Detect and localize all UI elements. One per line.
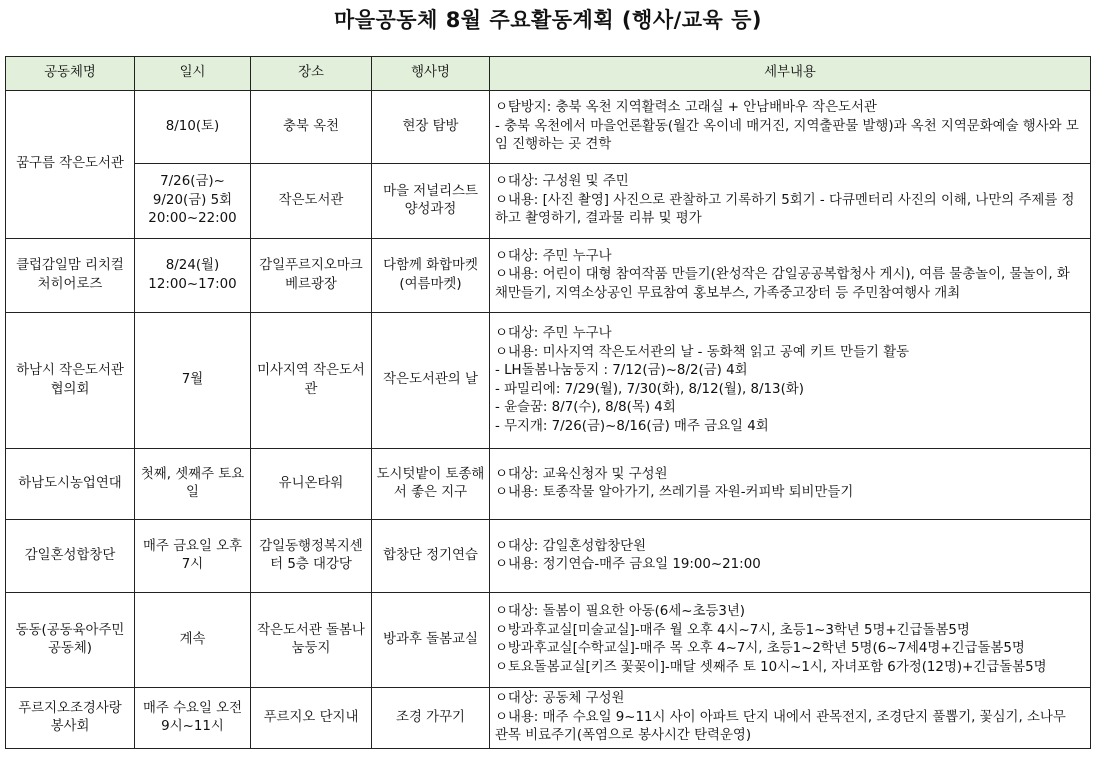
table-row bbox=[6, 688, 1091, 749]
detail-line: ㅇ내용: 토종작물 알아가기, 쓰레기를 자원-커피박 퇴비만들기 bbox=[495, 485, 854, 500]
header-event: 행사명 bbox=[372, 57, 490, 91]
details-cell bbox=[490, 313, 1091, 449]
detail-line: ㅇ대상: 주민 누구나 bbox=[495, 326, 612, 341]
header-community: 공동체명 bbox=[6, 57, 135, 91]
detail-line: ㅇ방과후교실[수학교실]-매주 목 오후 4~7시, 초등1~2학년 5명(6~7세4명+긴급돌봄5명 bbox=[495, 641, 1025, 656]
detail-line: ㅇ대상: 돌봄이 필요한 아동(6세~초등3년) bbox=[495, 604, 746, 619]
event-cell: 조경 가꾸기 bbox=[372, 688, 490, 749]
detail-line: - 윤슬꿈: 8/7(수), 8/8(목) 4회 bbox=[495, 400, 676, 415]
community-cell: 꿈구름 작은도서관 bbox=[6, 91, 135, 239]
detail-line: ㅇ방과후교실[미술교실]-매주 월 오후 4시~7시, 초등1~3학년 5명+긴급돌봄5명 bbox=[495, 622, 970, 638]
detail-line: - LH돌봄나눔둥지 : 7/12(금)~8/2(금) 4회 bbox=[495, 363, 748, 378]
date-cell: 첫째, 셋째주 토요일 bbox=[135, 449, 251, 520]
place-cell: 감일동행정복지센터 5층 대강당 bbox=[251, 520, 372, 593]
detail-line: - 충북 옥천에서 마을언론활동(월간 옥이네 매거진, 지역출판물 발행)과 옥천 지역문화예술 행사와 모임 진행하는 곳 견학 bbox=[495, 118, 1079, 153]
detail-line: ㅇ내용: [사진 촬영] 사진으로 관찰하고 기록하기 5회기 - 다큐멘터리 사진의 이해, 나만의 주제를 정하고 촬영하기, 결과물 리뷰 및 평가 bbox=[495, 192, 1075, 227]
date-cell: 매주 금요일 오후7시 bbox=[135, 520, 251, 593]
place-cell: 푸르지오 단지내 bbox=[251, 688, 372, 749]
event-cell: 도시텃밭이 토종해서 좋은 지구 bbox=[372, 449, 490, 520]
detail-line: - 무지개: 7/26(금)~8/16(금) 매주 금요일 4회 bbox=[495, 418, 769, 434]
place-cell: 미사지역 작은도서관 bbox=[251, 313, 372, 449]
activity-plan-table bbox=[5, 56, 1091, 749]
community-cell: 하남시 작은도서관 협의회 bbox=[6, 313, 135, 449]
details-cell bbox=[490, 164, 1091, 239]
detail-line: ㅇ내용: 미사지역 작은도서관의 날 - 동화책 읽고 공예 키트 만들기 활동 bbox=[495, 344, 910, 360]
date-cell: 7/26(금)~ 9/20(금) 5회 20:00~22:00 bbox=[135, 164, 251, 239]
event-cell: 작은도서관의 날 bbox=[372, 313, 490, 449]
date-cell: 8/10(토) bbox=[135, 91, 251, 164]
details-cell bbox=[490, 239, 1091, 313]
date-cell: 매주 수요일 오전9시~11시 bbox=[135, 688, 251, 749]
date-cell: 8/24(월) 12:00~17:00 bbox=[135, 239, 251, 313]
page-title: 마을공동체 8월 주요활동계획 (행사/교육 등) bbox=[333, 8, 763, 32]
date-cell: 계속 bbox=[135, 593, 251, 688]
details-cell bbox=[490, 593, 1091, 688]
header-row bbox=[6, 57, 1091, 91]
event-cell: 방과후 돌봄교실 bbox=[372, 593, 490, 688]
event-cell: 현장 탐방 bbox=[372, 91, 490, 164]
place-cell: 감일푸르지오마크 베르광장 bbox=[251, 239, 372, 313]
detail-line: ㅇ대상: 구성원 및 주민 bbox=[495, 174, 629, 190]
detail-line: ㅇ대상: 주민 누구나 bbox=[495, 248, 612, 264]
detail-line: ㅇ대상: 교육신청자 및 구성원 bbox=[495, 466, 668, 482]
table-row bbox=[6, 313, 1091, 449]
detail-line: ㅇ토요돌봄교실[키즈 꽃꽂이]-매달 셋째주 토 10시~1시, 자녀포함 6가정(12명)+긴급돌봄5명 bbox=[495, 659, 1047, 675]
place-cell: 작은도서관 돌봄나눔둥지 bbox=[251, 593, 372, 688]
header-date: 일시 bbox=[135, 57, 251, 91]
table-row bbox=[6, 239, 1091, 313]
table-row bbox=[6, 593, 1091, 688]
place-cell: 작은도서관 bbox=[251, 164, 372, 239]
event-cell: 합창단 정기연습 bbox=[372, 520, 490, 593]
detail-line: ㅇ내용: 어린이 대형 참여작품 만들기(완성작은 감일공공복합청사 게시), 여름 물총놀이, 물놀이, 화채만들기, 지역소상공인 무료참여 홍보부스, 가족중고장터 등 주민참여행사 개최 bbox=[495, 267, 1070, 301]
header-details: 세부내용 bbox=[490, 57, 1091, 91]
detail-line: ㅇ대상: 공동체 구성원 bbox=[495, 691, 625, 707]
date-cell: 7월 bbox=[135, 313, 251, 449]
details-cell bbox=[490, 91, 1091, 164]
community-cell: 하남도시농업연대 bbox=[6, 449, 135, 520]
place-cell: 충북 옥천 bbox=[251, 91, 372, 164]
details-cell bbox=[490, 449, 1091, 520]
details-cell bbox=[490, 520, 1091, 593]
detail-line: ㅇ대상: 감일혼성합창단원 bbox=[495, 538, 647, 554]
table-row bbox=[6, 91, 1091, 164]
table-row bbox=[6, 164, 1091, 239]
detail-line: ㅇ탐방지: 충북 옥천 지역활력소 고래실 + 안남배바우 작은도서관 bbox=[495, 100, 877, 116]
community-cell: 클럽감일맘 리치컬 처히어로즈 bbox=[6, 239, 135, 313]
table-body bbox=[6, 91, 1091, 749]
community-cell: 감일혼성합창단 bbox=[6, 520, 135, 593]
table-row bbox=[6, 520, 1091, 593]
community-cell: 푸르지오조경사랑 봉사회 bbox=[6, 688, 135, 749]
event-cell: 마을 저널리스트 양성과정 bbox=[372, 164, 490, 239]
detail-line: - 파밀리에: 7/29(월), 7/30(화), 8/12(월), 8/13(화) bbox=[495, 381, 804, 397]
community-cell: 동동(공동육아주민공동체) bbox=[6, 593, 135, 688]
event-cell: 다함께 화합마켓 (여름마켓) bbox=[372, 239, 490, 313]
detail-line: ㅇ내용: 정기연습-매주 금요일 19:00~21:00 bbox=[495, 557, 761, 572]
place-cell: 유니온타워 bbox=[251, 449, 372, 520]
detail-line: ㅇ내용: 매주 수요일 9~11시 사이 아파트 단지 내에서 관목전지, 조경단지 풀뽑기, 꽃심기, 소나무 관목 비료주기(폭염으로 봉사시간 탄력운영) bbox=[495, 709, 1066, 744]
details-cell bbox=[490, 688, 1091, 749]
table-row bbox=[6, 449, 1091, 520]
header-place: 장소 bbox=[251, 57, 372, 91]
